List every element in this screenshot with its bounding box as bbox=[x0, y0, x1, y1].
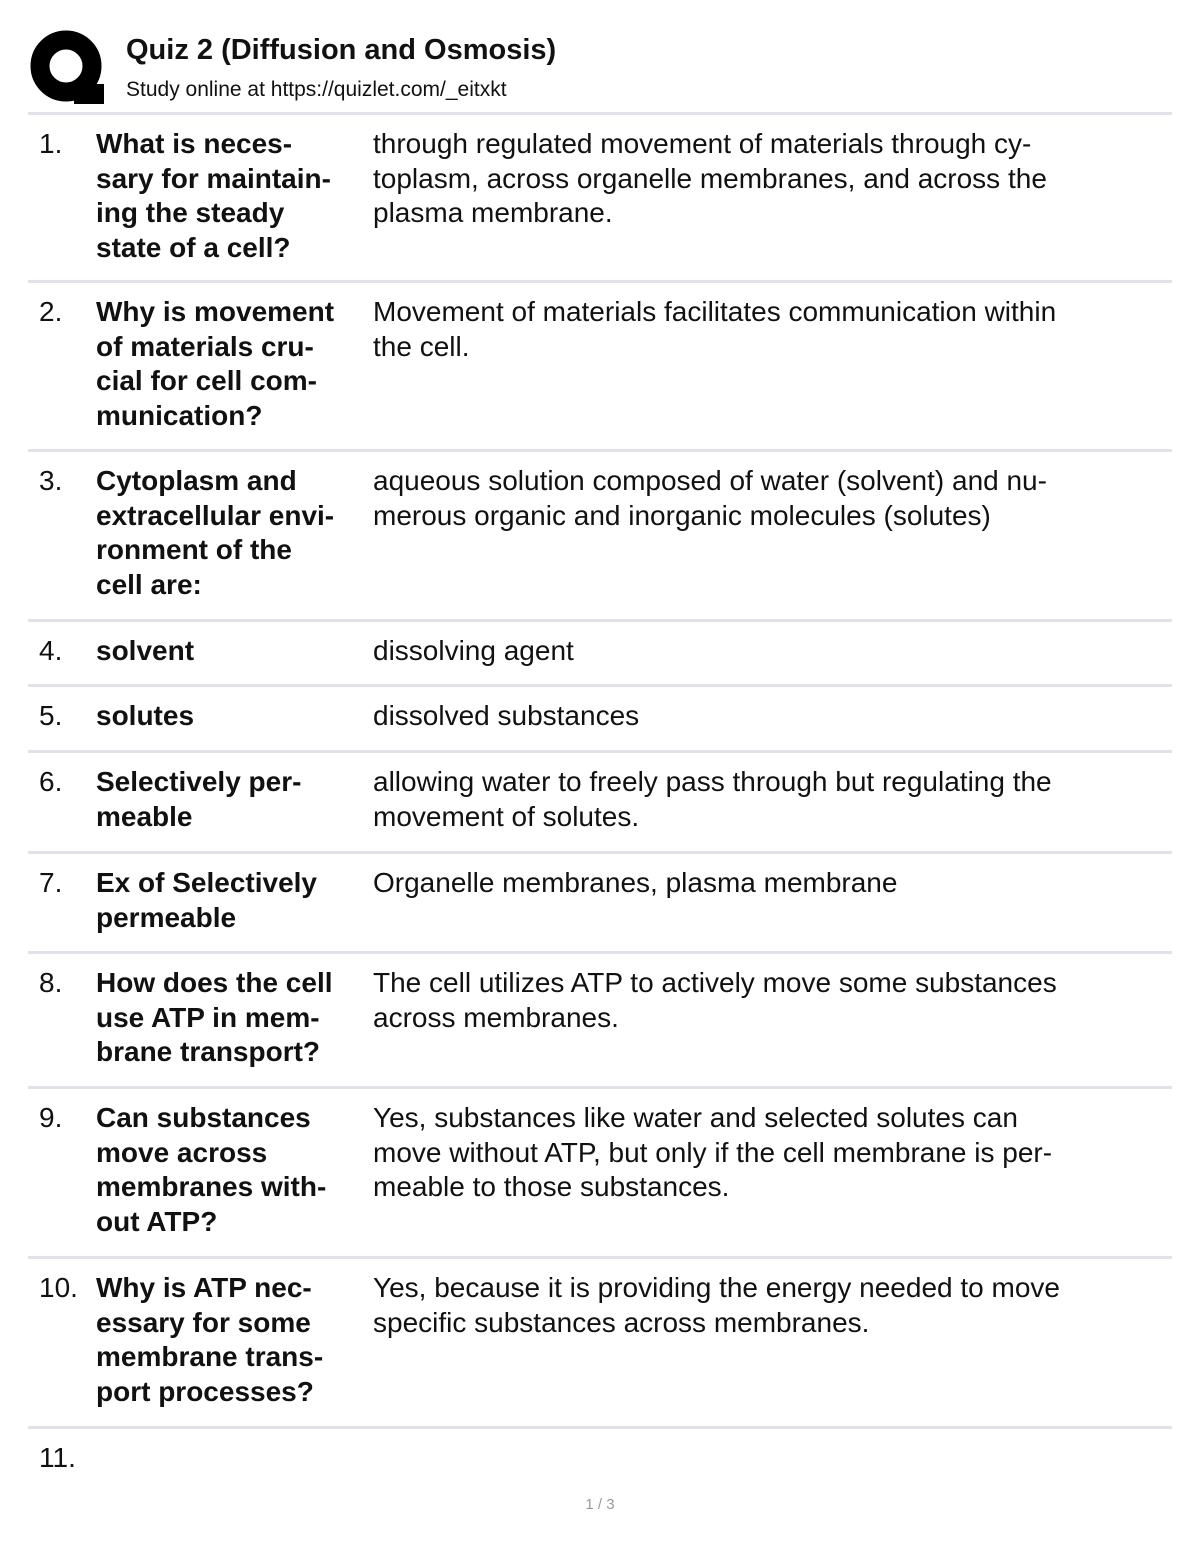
term-line: munication? bbox=[96, 399, 263, 431]
term-line: move across bbox=[96, 1136, 268, 1168]
flashcard-row bbox=[28, 753, 1172, 854]
definition-line: aqueous solution composed of water (solvent) and nu- bbox=[373, 465, 1047, 496]
term-line: Cytoplasm and bbox=[96, 465, 297, 496]
card-term bbox=[96, 699, 364, 734]
card-definition bbox=[373, 127, 1153, 231]
card-term bbox=[96, 966, 364, 1070]
card-definition bbox=[373, 699, 1153, 734]
flashcard-row bbox=[28, 115, 1172, 283]
study-online-link[interactable]: Study online at https://quizlet.com/_eitxkt bbox=[126, 78, 507, 101]
flashcard-row bbox=[28, 687, 1172, 753]
term-line: use ATP in mem- bbox=[96, 1001, 320, 1033]
flashcard-row bbox=[28, 954, 1172, 1089]
term-line: cial for cell com- bbox=[96, 365, 317, 396]
card-number: 3. bbox=[39, 465, 63, 496]
definition-line: dissolved substances bbox=[373, 700, 640, 731]
term-line: of materials cru- bbox=[96, 330, 314, 362]
card-number: 9. bbox=[39, 1102, 63, 1133]
definition-line: Movement of materials facilitates communication within bbox=[373, 296, 1057, 327]
term-line: membrane trans- bbox=[96, 1341, 324, 1372]
card-number: 10. bbox=[39, 1272, 78, 1303]
term-line: Why is ATP nec- bbox=[96, 1272, 312, 1303]
flashcard-row bbox=[28, 1089, 1172, 1259]
definition-line: Yes, because it is providing the energy needed to move bbox=[373, 1272, 1060, 1303]
card-number: 8. bbox=[39, 967, 63, 998]
definition-line: allowing water to freely pass through but regulating the bbox=[373, 766, 1052, 797]
card-number: 11. bbox=[39, 1442, 76, 1473]
term-line: Selectively per- bbox=[96, 766, 302, 797]
definition-line: specific substances across membranes. bbox=[373, 1306, 870, 1338]
term-line: membranes with- bbox=[96, 1171, 327, 1202]
term-line: ing the steady bbox=[96, 197, 285, 228]
term-line: How does the cell bbox=[96, 967, 333, 998]
card-number: 2. bbox=[39, 296, 63, 327]
term-line: essary for some bbox=[96, 1306, 311, 1338]
card-term bbox=[96, 464, 364, 602]
card-definition bbox=[373, 765, 1153, 834]
term-line: Ex of Selectively bbox=[96, 867, 318, 898]
card-term bbox=[96, 866, 364, 935]
term-line: cell are: bbox=[96, 568, 202, 600]
term-line: out ATP? bbox=[96, 1205, 218, 1237]
page-title: Quiz 2 (Diffusion and Osmosis) bbox=[126, 34, 557, 66]
card-term bbox=[96, 765, 364, 834]
term-line: meable bbox=[96, 800, 193, 832]
card-term bbox=[96, 634, 364, 669]
term-line: What is neces- bbox=[96, 128, 293, 159]
definition-line: merous organic and inorganic molecules (solutes) bbox=[373, 499, 991, 531]
definition-line: across membranes. bbox=[373, 1001, 619, 1033]
card-number: 5. bbox=[39, 700, 63, 731]
term-line: solutes bbox=[96, 700, 195, 731]
definition-line: dissolving agent bbox=[373, 635, 574, 666]
flashcard-row bbox=[28, 283, 1172, 452]
flashcard-row bbox=[28, 452, 1172, 622]
term-line: permeable bbox=[96, 901, 237, 933]
definition-line: plasma membrane. bbox=[373, 197, 613, 228]
definition-line: Yes, substances like water and selected solutes can bbox=[373, 1102, 1018, 1133]
flashcard-row bbox=[28, 854, 1172, 954]
card-definition bbox=[373, 866, 1153, 901]
card-number: 4. bbox=[39, 635, 63, 666]
card-definition bbox=[373, 966, 1153, 1035]
flashcard-row bbox=[28, 1259, 1172, 1429]
term-line: extracellular envi- bbox=[96, 499, 335, 531]
card-term bbox=[96, 295, 364, 433]
definition-line: The cell utilizes ATP to actively move some substances bbox=[373, 967, 1057, 998]
term-line: state of a cell? bbox=[96, 231, 291, 263]
card-definition bbox=[373, 295, 1153, 364]
card-term bbox=[96, 1101, 364, 1239]
card-number: 6. bbox=[39, 766, 63, 797]
term-line: Can substances bbox=[96, 1102, 311, 1133]
term-line: port processes? bbox=[96, 1375, 314, 1407]
page-indicator: 1 / 3 bbox=[585, 1496, 615, 1513]
definition-line: movement of solutes. bbox=[373, 800, 640, 832]
term-line: sary for maintain- bbox=[96, 162, 331, 194]
card-number: 1. bbox=[39, 128, 63, 159]
term-line: ronment of the bbox=[96, 534, 292, 565]
term-line: solvent bbox=[96, 635, 195, 666]
definition-line: the cell. bbox=[373, 330, 470, 362]
flashcard-list bbox=[28, 115, 1172, 1509]
card-definition bbox=[373, 634, 1153, 669]
card-definition bbox=[373, 1101, 1153, 1205]
definition-line: through regulated movement of materials through cy- bbox=[373, 128, 1032, 159]
card-term bbox=[96, 1271, 364, 1409]
term-line: Why is movement bbox=[96, 296, 335, 327]
card-definition bbox=[373, 1271, 1153, 1340]
definition-line: toplasm, across organelle membranes, and across the bbox=[373, 162, 1047, 194]
page-header bbox=[28, 28, 1172, 114]
quizlet-q-logo-icon bbox=[30, 30, 106, 106]
definition-line: move without ATP, but only if the cell membrane is per- bbox=[373, 1136, 1053, 1168]
card-number: 7. bbox=[39, 867, 63, 898]
flashcard-row bbox=[28, 622, 1172, 687]
definition-line: Organelle membranes, plasma membrane bbox=[373, 867, 898, 898]
card-definition bbox=[373, 464, 1153, 533]
card-term bbox=[96, 127, 364, 265]
term-line: brane transport? bbox=[96, 1036, 321, 1067]
definition-line: meable to those substances. bbox=[373, 1171, 730, 1202]
